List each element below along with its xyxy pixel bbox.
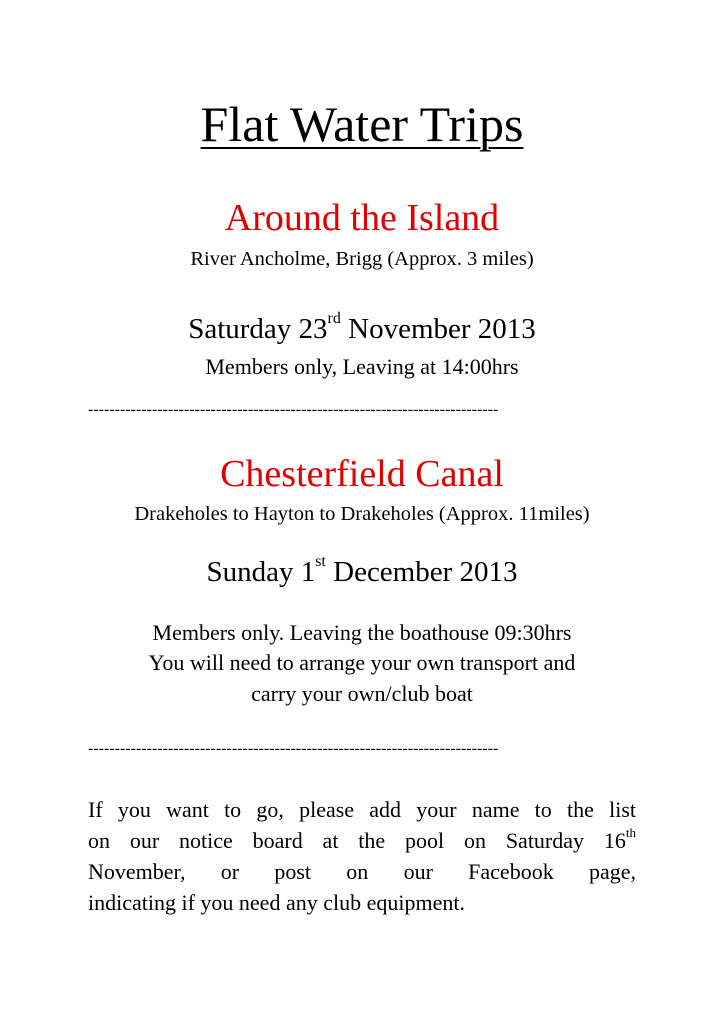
event1-info: Members only, Leaving at 14:00hrs xyxy=(205,354,519,379)
event1-date-day: Saturday 23 xyxy=(188,313,328,345)
event2-date xyxy=(0,553,724,588)
event1-date-month-year: November 2013 xyxy=(340,313,536,345)
event2-info-line3: carry your own/club boat xyxy=(251,681,473,706)
event2-title: Chesterfield Canal xyxy=(220,453,504,495)
footer-line2-text: on our notice board at the pool on Saturday 16 xyxy=(88,828,626,853)
event2-date-ordinal: st xyxy=(315,553,326,571)
event2-location: Drakeholes to Hayton to Drakeholes (Approx. 11miles) xyxy=(134,503,590,525)
page-title: Flat Water Trips xyxy=(200,96,524,152)
footer-line1: If you want to go, please add your name to the list xyxy=(88,797,636,822)
event2-date-month-year: December 2013 xyxy=(325,556,518,588)
event1-date-ordinal: rd xyxy=(327,310,341,328)
event2-date-day: Sunday 1 xyxy=(206,556,316,588)
footer-line2-ordinal: th xyxy=(625,824,636,840)
event1-location: River Ancholme, Brigg (Approx. 3 miles) xyxy=(190,248,534,270)
event2-info-line1: Members only. Leaving the boathouse 09:30hrs xyxy=(152,620,572,645)
divider-2: ----------------------------------------------------------------------------- xyxy=(88,741,499,757)
footer-line3: November, or post on our Facebook page, xyxy=(88,859,636,884)
event1-date xyxy=(0,310,724,345)
footer-line4: indicating if you need any club equipment. xyxy=(88,890,465,915)
footer-paragraph xyxy=(88,794,636,918)
event1-title: Around the Island xyxy=(224,197,500,239)
divider-1: ----------------------------------------------------------------------------- xyxy=(88,402,499,418)
event2-info-line2: You will need to arrange your own transport and xyxy=(148,650,576,675)
footer-line2 xyxy=(88,825,636,856)
